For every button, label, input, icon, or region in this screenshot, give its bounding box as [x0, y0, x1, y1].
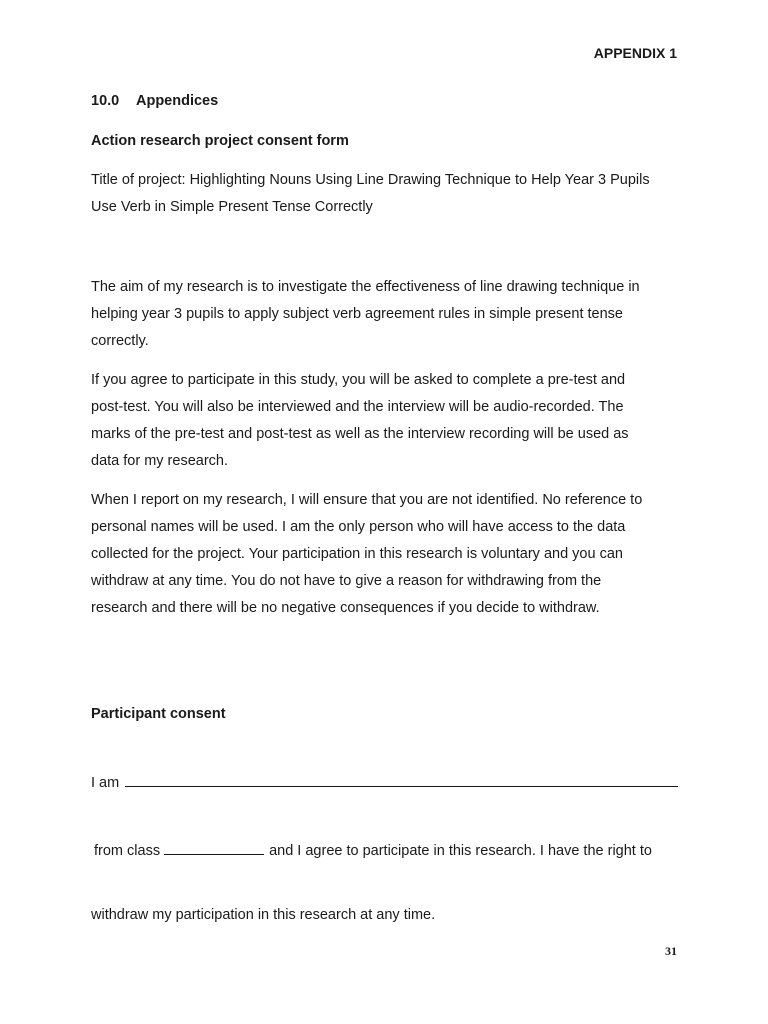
participant-consent-heading: Participant consent — [91, 706, 226, 722]
participation-line: marks of the pre-test and post-test as well as the interview recording will be used as — [91, 426, 629, 442]
privacy-line: research and there will be no negative consequences if you decide to withdraw. — [91, 600, 600, 616]
participation-paragraph — [91, 367, 681, 475]
participant-class-blank[interactable] — [164, 840, 264, 855]
name-prefix: I am — [91, 775, 120, 791]
participant-name-row — [91, 772, 678, 791]
privacy-line: personal names will be used. I am the only person who will have access to the data — [91, 519, 626, 535]
aim-line: The aim of my research is to investigate the effectiveness of line drawing technique in — [91, 279, 640, 295]
class-prefix: from class — [94, 843, 161, 859]
project-title-line: Use Verb in Simple Present Tense Correctly — [91, 199, 373, 215]
participant-class-row — [94, 840, 652, 859]
page-number: 31 — [665, 944, 677, 958]
project-title-line: Title of project: Highlighting Nouns Using Line Drawing Technique to Help Year 3 Pupils — [91, 172, 650, 188]
privacy-line: withdraw at any time. You do not have to give a reason for withdrawing from the — [91, 573, 602, 589]
participation-line: data for my research. — [91, 453, 228, 469]
consent-form-title: Action research project consent form — [91, 133, 349, 149]
aim-line: correctly. — [91, 333, 149, 349]
participation-line: post-test. You will also be interviewed and the interview will be audio-recorded. The — [91, 399, 624, 415]
section-heading — [91, 93, 218, 109]
aim-line: helping year 3 pupils to apply subject verb agreement rules in simple present tense — [91, 306, 623, 322]
privacy-line: When I report on my research, I will ensure that you are not identified. No reference to — [91, 492, 643, 508]
aim-paragraph — [91, 274, 681, 355]
participant-name-blank[interactable] — [125, 772, 678, 787]
project-title-paragraph — [91, 167, 681, 221]
privacy-line: collected for the project. Your participation in this research is voluntary and you can — [91, 546, 623, 562]
participation-line: If you agree to participate in this study, you will be asked to complete a pre-test and — [91, 372, 626, 388]
section-title: Appendices — [136, 93, 219, 109]
appendix-label: APPENDIX 1 — [593, 45, 677, 61]
withdraw-statement: withdraw my participation in this research at any time. — [91, 907, 436, 923]
privacy-paragraph — [91, 487, 681, 622]
class-suffix: and I agree to participate in this research. I have the right to — [269, 843, 652, 859]
section-number: 10.0 — [91, 93, 120, 109]
